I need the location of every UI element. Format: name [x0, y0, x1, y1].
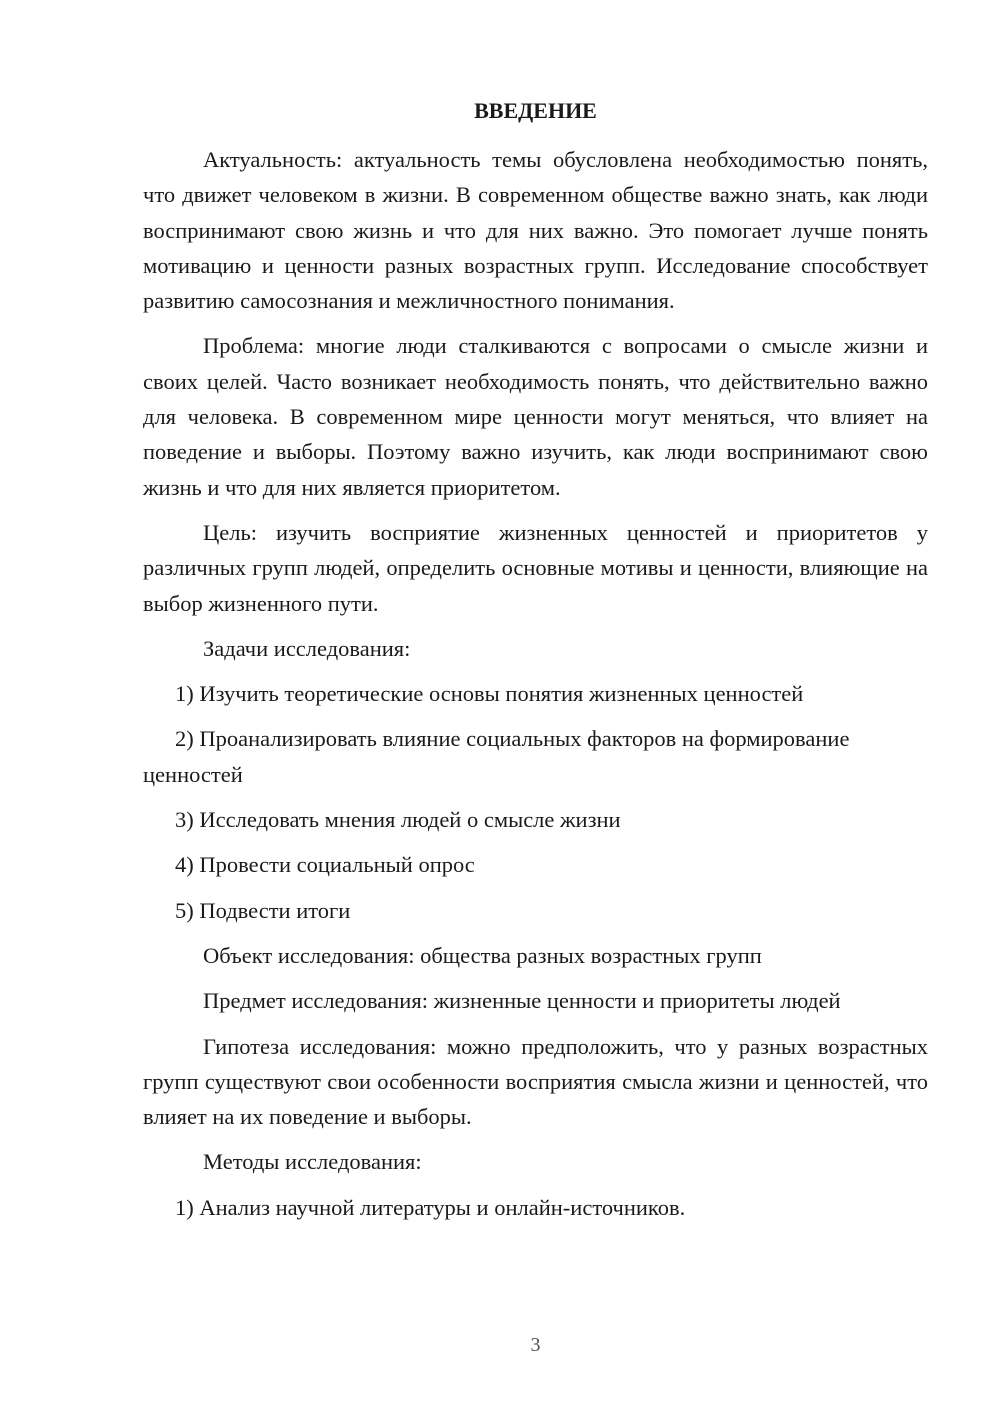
task-item: 1) Изучить теоретические основы понятия жизненных ценностей [175, 681, 804, 707]
page-number: 3 [530, 1334, 541, 1356]
task-item: 2) Проанализировать влияние социальных факторов на формирование ценностей [143, 726, 850, 787]
goal-paragraph: Цель: изучить восприятие жизненных ценностей и приоритетов у различных групп людей, определить основные мотивы и ценности, влияющие на выбор жизненного пути. [143, 519, 928, 616]
object-paragraph: Объект исследования: общества разных возрастных групп [203, 942, 762, 968]
problem-paragraph: Проблема: многие люди сталкиваются с вопросами о смысле жизни и своих целей. Часто возникает необходимость понять, что действительно важно для человека. В современном мире ценности могут меняться, что влияет на поведение и выборы. Поэтому важно изучить, как люди воспринимают свою жизнь и что для них является приоритетом. [143, 333, 928, 500]
tasks-heading: Задачи исследования: [203, 635, 411, 661]
task-item: 3) Исследовать мнения людей о смысле жизни [175, 807, 621, 833]
method-item: 1) Анализ научной литературы и онлайн-источников. [175, 1194, 686, 1220]
document-body [143, 142, 928, 1235]
page-title: ВВЕДЕНИЕ [474, 98, 597, 123]
hypothesis-paragraph: Гипотеза исследования: можно предположить, что у разных возрастных групп существуют свои особенности восприятия смысла жизни и ценностей, что влияет на их поведение и выборы. [143, 1033, 928, 1130]
subject-paragraph: Предмет исследования: жизненные ценности и приоритеты людей [203, 988, 841, 1014]
task-item: 4) Провести социальный опрос [175, 852, 475, 878]
task-item: 5) Подвести итоги [175, 897, 351, 923]
relevance-paragraph: Актуальность: актуальность темы обусловлена необходимостью понять, что движет человеком в жизни. В современном обществе важно знать, как люди воспринимают свою жизнь и что для них важно. Это помогает лучше понять мотивацию и ценности разных возрастных групп. Исследование способствует развитию самосознания и межличностного понимания. [143, 147, 928, 314]
methods-heading: Методы исследования: [203, 1149, 422, 1175]
